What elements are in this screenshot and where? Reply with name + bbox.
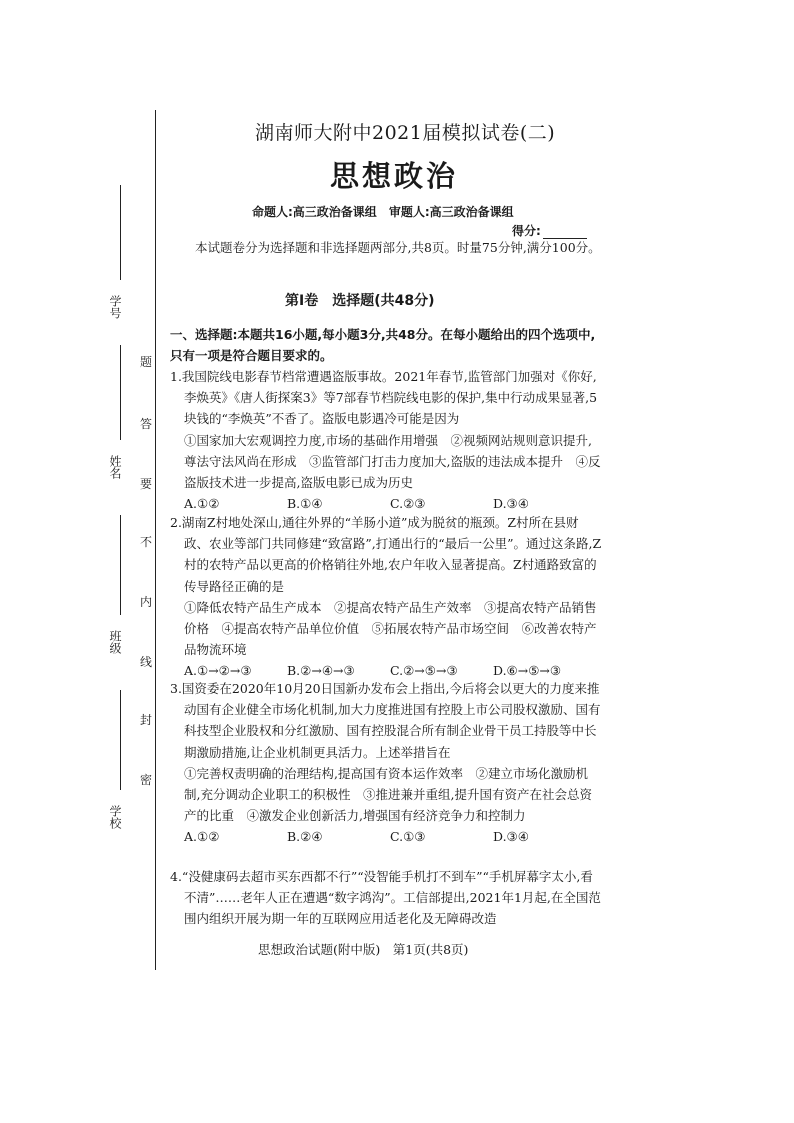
option-a[interactable]: A.①→②→③ — [184, 663, 252, 679]
student-id-field[interactable] — [104, 185, 126, 335]
question-stem: 3.国资委在2020年10月20日国新办发布会上指出,今后将会以更大的力度来推动国有企业健全市场化机制,加大力度推进国有控股上市公司股权激励、国有科技型企业股权和分红激励、国有控股混合所有制企业骨干员工持股等中长期激励措施,让企业机制更具活力。上述举措旨在 — [170, 681, 601, 760]
question-4 — [170, 866, 603, 930]
option-a[interactable]: A.①② — [184, 829, 220, 845]
option-a[interactable]: A.①② — [184, 496, 220, 512]
question-items: ①国家加大宏观调控力度,市场的基础作用增强 ②视频网站规则意识提升,尊法守法风尚在形成 ③监管部门打击力度加大,盗版的违法成本提升 ④反盗版技术进一步提高,盗版电影已成为历史 — [184, 432, 601, 491]
option-b[interactable]: B.②④ — [287, 829, 323, 845]
school-field[interactable] — [104, 690, 126, 850]
question-stem: 4.“没健康码去超市买东西都不行”“没智能手机打不到车”“手机屏幕字太小,看不清”……老年人正在遭遇“数字鸿沟”。工信部提出,2021年1月起,在全国范围内组织开展为期一年的互联网应用适老化及无障碍改造 — [170, 869, 601, 927]
setter: 命题人:高三政治备课组 — [252, 205, 377, 219]
seal-char: 内 — [140, 595, 153, 609]
option-d[interactable]: D.③④ — [493, 496, 529, 512]
class-field[interactable] — [104, 515, 126, 675]
option-c[interactable]: C.①③ — [390, 829, 426, 845]
question-1 — [170, 366, 603, 514]
page-footer: 思想政治试题(附中版) 第1页(共8页) — [258, 942, 469, 957]
name-label: 姓名 — [108, 455, 122, 479]
seal-char: 要 — [140, 477, 153, 491]
seal-char: 答 — [140, 417, 153, 431]
option-d[interactable]: D.③④ — [493, 829, 529, 845]
authors — [252, 203, 526, 220]
seal-line — [155, 110, 156, 970]
question-stem: 2.湖南Z村地处深山,通往外界的“羊肠小道”成为脱贫的瓶颈。Z村所在县财政、农业等部门共同修建“致富路”,打通出行的“最后一公里”。通过这条路,Z村的农特产品以更高的价格销往外地,农户年收入显著提高。Z村通路致富的传导路径正确的是 — [170, 515, 602, 594]
name-field[interactable] — [104, 345, 126, 495]
seal-char: 线 — [140, 655, 153, 669]
option-b[interactable]: B.②→④→③ — [287, 663, 355, 679]
student-id-label: 学号 — [108, 295, 122, 319]
subject-title: 思想政治 — [330, 159, 459, 193]
instructions: 一、选择题:本题共16小题,每小题3分,共48分。在每小题给出的四个选项中,只有一项是符合题目要求的。 — [170, 327, 596, 363]
school-label: 学校 — [108, 805, 122, 829]
seal-char: 封 — [140, 713, 153, 727]
intro-text: 本试题卷分为选择题和非选择题两部分,共8页。时量75分钟,满分100分。 — [195, 240, 601, 255]
seal-char: 密 — [140, 773, 153, 787]
question-items: ①完善权责明确的治理结构,提高国有资本运作效率 ②建立市场化激励机制,充分调动企业职工的积极性 ③推进兼并重组,提升国有资产在社会总资产的比重 ④激发企业创新活力,增强国有经济竞争力和控制力 — [184, 765, 592, 824]
reviewer: 审题人:高三政治备课组 — [388, 205, 514, 219]
seal-char: 题 — [140, 355, 153, 369]
options-row — [170, 826, 603, 847]
option-c[interactable]: C.②→⑤→③ — [390, 663, 458, 679]
exam-title: 湖南师大附中2021届模拟试卷(二) — [255, 122, 556, 144]
class-label: 班级 — [108, 630, 122, 654]
question-2 — [170, 512, 603, 682]
question-3 — [170, 678, 603, 848]
section-title: 第Ⅰ卷 选择题(共48分) — [285, 293, 435, 309]
option-d[interactable]: D.⑥→⑤→③ — [493, 663, 562, 679]
seal-char: 不 — [140, 535, 153, 549]
option-b[interactable]: B.①④ — [287, 496, 323, 512]
score-label: 得分: — [512, 224, 541, 238]
question-stem: 1.我国院线电影春节档常遭遇盗版事故。2021年春节,监管部门加强对《你好,李焕英》《唐人街探案3》等7部春节档院线电影的保护,集中行动成果显著,5块钱的“李焕英”不香了。盗版电影遇冷可能是因为 — [170, 369, 598, 427]
question-items: ①降低农特产品生产成本 ②提高农特产品生产效率 ③提高农特产品销售价格 ④提高农特产品单位价值 ⑤拓展农特产品市场空间 ⑥改善农特产品物流环境 — [184, 599, 597, 658]
option-c[interactable]: C.②③ — [390, 496, 426, 512]
